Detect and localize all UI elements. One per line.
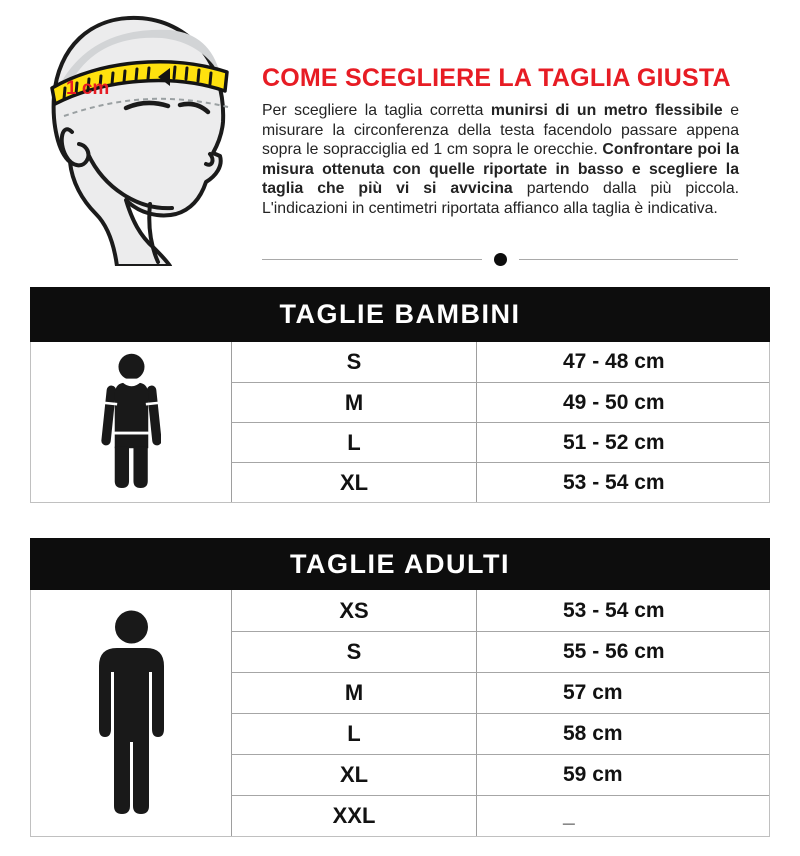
size-label-l: L [231, 713, 476, 754]
divider-line-right [519, 259, 739, 260]
divider-dot-icon [494, 253, 507, 266]
size-label-xs: XS [231, 590, 476, 631]
divider-line-left [262, 259, 482, 260]
size-label-m: M [231, 672, 476, 713]
size-range-xl: 53 - 54 cm [476, 462, 769, 502]
size-label-l: L [231, 422, 476, 462]
intro-bold-text: Confrontare poi la misura ottenuta con quelle riportate in basso e scegliere la taglia che più vi si avvicina [262, 141, 739, 197]
size-range-m: 57 cm [476, 672, 769, 713]
size-range-l: 51 - 52 cm [476, 422, 769, 462]
size-label-s: S [231, 631, 476, 672]
size-range-xl: 59 cm [476, 754, 769, 795]
size-label-xl: XL [231, 462, 476, 502]
children-sizes-table [30, 287, 770, 503]
adult-table-grid [30, 590, 770, 837]
size-range-l: 58 cm [476, 713, 769, 754]
children-table-header [30, 287, 770, 342]
head-outline [54, 18, 224, 266]
intro-text: Per scegliere la taglia corretta [262, 102, 491, 119]
children-table-grid [30, 342, 770, 503]
size-range-xs: 53 - 54 cm [476, 590, 769, 631]
head-measurement-illustration [22, 4, 257, 266]
intro-paragraph [262, 101, 739, 218]
size-label-s: S [231, 342, 476, 382]
intro-bold-text: munirsi di un metro flessibile [490, 102, 723, 119]
size-label-m: M [231, 382, 476, 422]
intro-text: e misurare la circonferenza della testa facendolo passare appena sopra le sopracciglia ed 1 cm sopra le orecchie. [262, 102, 739, 158]
size-range-m: 49 - 50 cm [476, 382, 769, 422]
children-table-title: TAGLIE BAMBINI [279, 299, 521, 329]
size-range-s: 55 - 56 cm [476, 631, 769, 672]
intro-text: partendo dalla più piccola. L'indicazioni in centimetri riportata affianco alla taglia è indicativa. [262, 180, 739, 217]
adult-table-header [30, 538, 770, 590]
section-divider [262, 251, 738, 267]
adult-table-title: TAGLIE ADULTI [290, 548, 510, 579]
child-icon [31, 342, 231, 502]
size-label-xxl: XXL [231, 795, 476, 836]
size-range-xxl: _ [476, 795, 769, 836]
adult-sizes-table [30, 538, 770, 837]
adult-icon [31, 590, 231, 836]
page-title: COME SCEGLIERE LA TAGLIA GIUSTA [262, 64, 731, 92]
size-label-xl: XL [231, 754, 476, 795]
size-range-s: 47 - 48 cm [476, 342, 769, 382]
one-cm-label: 1 cm [66, 78, 110, 99]
